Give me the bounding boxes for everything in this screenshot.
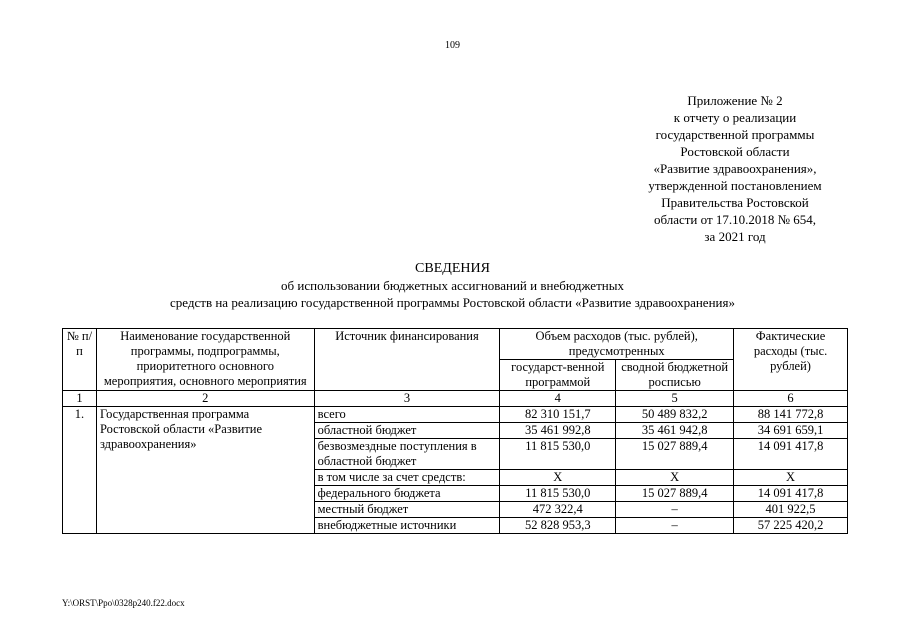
actual-value: 401 922,5 xyxy=(734,502,848,518)
document-title: СВЕДЕНИЯ xyxy=(415,261,490,276)
gov-value: 472 322,4 xyxy=(500,502,616,518)
column-numbers-row xyxy=(63,391,848,407)
source-cell: в том числе за счет средств: xyxy=(314,470,500,486)
appendix-line: Правительства Ростовской xyxy=(661,195,809,210)
appendix-line: утвержденной постановлением xyxy=(648,178,822,193)
actual-value: 34 691 659,1 xyxy=(734,423,848,439)
source-cell: федерального бюджета xyxy=(314,486,500,502)
col-number: 5 xyxy=(616,391,734,407)
gov-value: 52 828 953,3 xyxy=(500,518,616,534)
program-name: Государственная программа Ростовской области «Развитие здравоохранения» xyxy=(96,407,314,534)
table-row xyxy=(63,407,848,423)
gov-value: 35 461 992,8 xyxy=(500,423,616,439)
appendix-line: за 2021 год xyxy=(704,229,766,244)
budget-value: – xyxy=(616,518,734,534)
actual-value: 14 091 417,8 xyxy=(734,439,848,470)
expenses-table xyxy=(62,328,848,534)
header-source: Источник финансирования xyxy=(314,329,500,391)
budget-value: Х xyxy=(616,470,734,486)
col-number: 6 xyxy=(734,391,848,407)
program-number: 1. xyxy=(63,407,97,534)
header-gov-program: государст-венной программой xyxy=(500,360,616,391)
appendix-line: к отчету о реализации xyxy=(673,110,797,125)
header-volume: Объем расходов (тыс. рублей), предусмотренных xyxy=(500,329,734,360)
actual-value: 14 091 417,8 xyxy=(734,486,848,502)
heading-line: об использовании бюджетных ассигнований и внебюджетных xyxy=(281,278,624,293)
col-number: 1 xyxy=(63,391,97,407)
appendix-line: «Развитие здравоохранения», xyxy=(653,161,817,176)
header-name: Наименование государственной программы, подпрограммы, приоритетного основного мероприятия, основного мероприятия xyxy=(96,329,314,391)
budget-value: 50 489 832,2 xyxy=(616,407,734,423)
source-cell: областной бюджет xyxy=(314,423,500,439)
source-cell: местный бюджет xyxy=(314,502,500,518)
appendix-line: государственной программы xyxy=(655,127,815,142)
source-cell: всего xyxy=(314,407,500,423)
heading-line: средств на реализацию государственной программы Ростовской области «Развитие здравоохранения» xyxy=(170,295,735,310)
source-cell: безвозмездные поступления в областной бюджет xyxy=(314,439,500,470)
budget-value: 35 461 942,8 xyxy=(616,423,734,439)
col-number: 2 xyxy=(96,391,314,407)
budget-value: – xyxy=(616,502,734,518)
appendix-line: области от 17.10.2018 № 654, xyxy=(653,212,817,227)
gov-value: 11 815 530,0 xyxy=(500,439,616,470)
gov-value: 11 815 530,0 xyxy=(500,486,616,502)
budget-value: 15 027 889,4 xyxy=(616,486,734,502)
file-path-footer: Y:\ORST\Ppo\0328p240.f22.docx xyxy=(62,598,185,608)
budget-value: 15 027 889,4 xyxy=(616,439,734,470)
appendix-block xyxy=(610,92,860,245)
header-budget-list: сводной бюджетной росписью xyxy=(616,360,734,391)
actual-value: 88 141 772,8 xyxy=(734,407,848,423)
actual-value: Х xyxy=(734,470,848,486)
source-cell: внебюджетные источники xyxy=(314,518,500,534)
appendix-line: Ростовской области xyxy=(680,144,790,159)
document-heading xyxy=(0,260,905,311)
gov-value: Х xyxy=(500,470,616,486)
actual-value: 57 225 420,2 xyxy=(734,518,848,534)
appendix-line: Приложение № 2 xyxy=(687,93,783,108)
header-num: № п/п xyxy=(63,329,97,391)
page-number: 109 xyxy=(445,40,460,51)
header-actual: Фактические расходы (тыс. рублей) xyxy=(734,329,848,391)
gov-value: 82 310 151,7 xyxy=(500,407,616,423)
col-number: 3 xyxy=(314,391,500,407)
col-number: 4 xyxy=(500,391,616,407)
